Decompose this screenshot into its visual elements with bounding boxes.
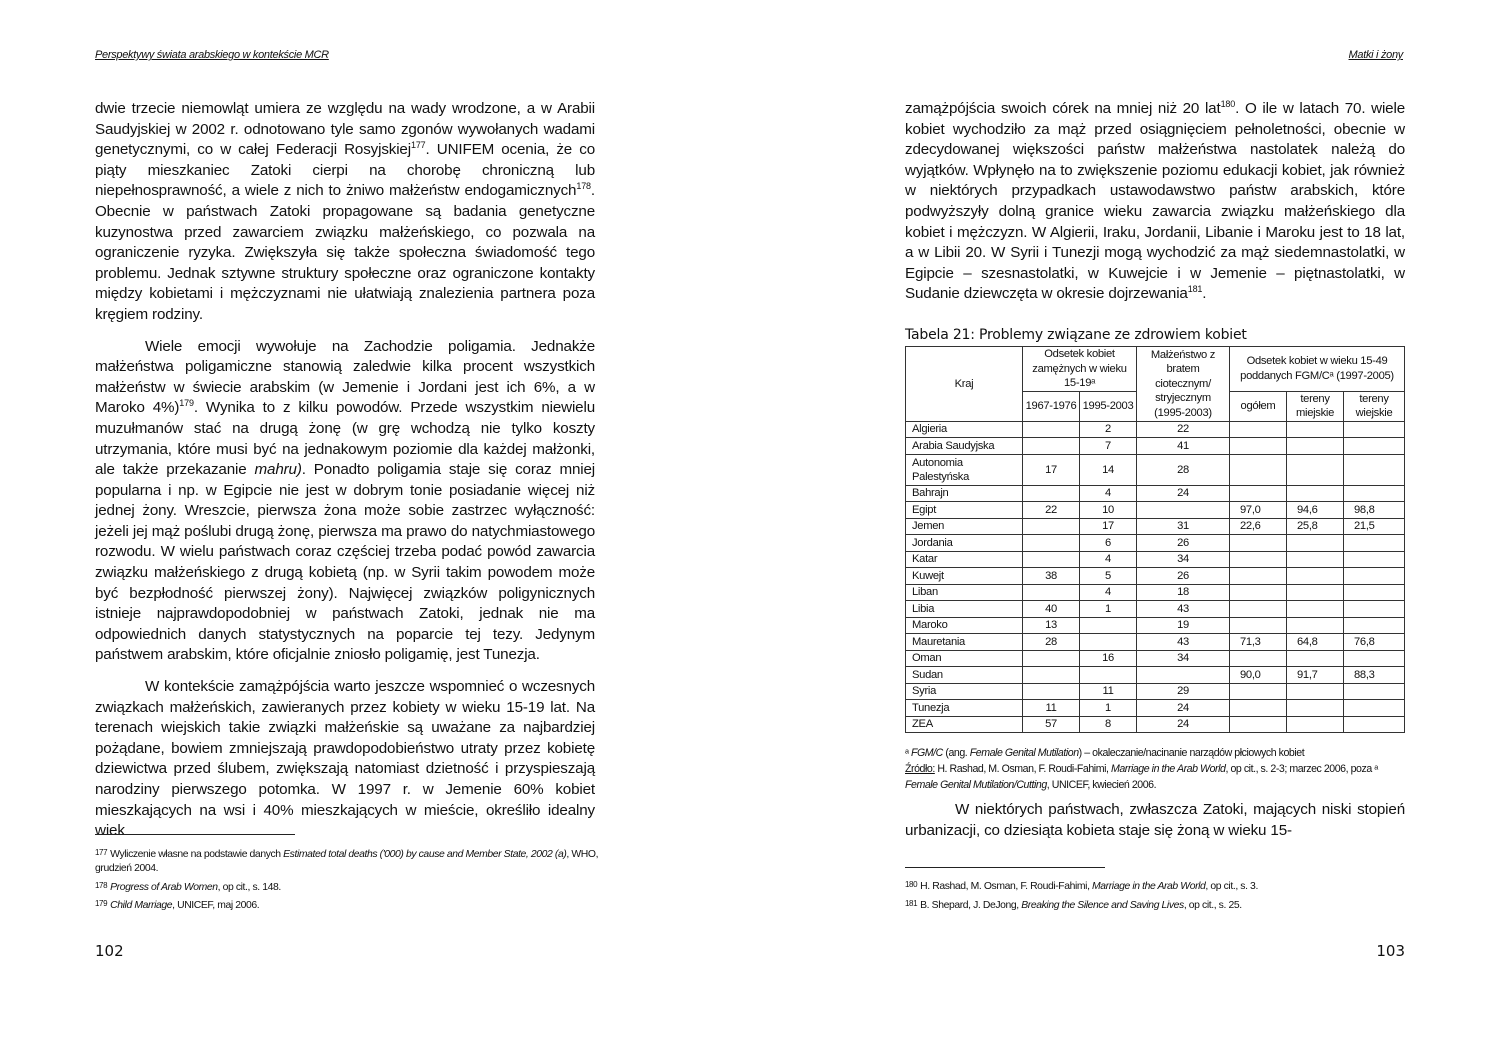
married-1967-cell — [1023, 667, 1080, 684]
country-cell: Sudan — [906, 667, 1023, 684]
footnote-text: Wyliczenie własne na podstawie danych Estimated total deaths ('000) by cause and Member State, 2002 (a), WHO, grudzień 2004. — [95, 849, 599, 874]
fgm-rural-cell — [1344, 551, 1405, 568]
married-1995-cell — [1080, 617, 1137, 634]
fgm-total-cell — [1230, 438, 1287, 455]
cousin-marriage-cell: 43 — [1137, 601, 1230, 618]
married-1995-cell: 11 — [1080, 683, 1137, 700]
married-1995-cell: 10 — [1080, 502, 1137, 519]
country-cell: Katar — [906, 551, 1023, 568]
table-caption: Tabela 21: Problemy związane ze zdrowiem kobiet — [905, 327, 1247, 343]
footnote — [905, 878, 1415, 894]
cousin-marriage-cell — [1137, 667, 1230, 684]
country-cell: Syria — [906, 683, 1023, 700]
fgm-urban-cell: 94,6 — [1287, 502, 1344, 519]
country-cell: Bahrajn — [906, 485, 1023, 502]
fgm-rural-cell — [1344, 485, 1405, 502]
footnote-ref: 178 — [576, 181, 591, 192]
married-1995-cell: 8 — [1080, 716, 1137, 733]
fgm-rural-cell — [1344, 421, 1405, 438]
cousin-marriage-cell: 34 — [1137, 650, 1230, 667]
country-cell: ZEA — [906, 716, 1023, 733]
italic-text: mahru) — [254, 461, 302, 479]
fgm-urban-cell — [1287, 683, 1344, 700]
country-cell: Kuwejt — [906, 568, 1023, 585]
footnote — [95, 846, 605, 876]
cousin-marriage-cell: 24 — [1137, 700, 1230, 717]
running-head-left: Perspektywy świata arabskiego w kontekście MCR — [95, 49, 329, 61]
table-notes — [905, 745, 1410, 793]
fgm-urban-cell — [1287, 454, 1344, 485]
married-1967-cell — [1023, 438, 1080, 455]
header-country: Kraj — [906, 347, 1023, 422]
source-text: H. Rashad, M. Osman, F. Roudi-Fahimi, Marriage in the Arab World, op cit., s. 2-3; marzec 2006, poza ᵃ Female Genital Mutilation/Cutting, UNICEF, kwiecień 2006. — [905, 763, 1378, 791]
right-page — [750, 0, 1500, 1060]
country-cell: Maroko — [906, 617, 1023, 634]
cousin-marriage-cell: 24 — [1137, 716, 1230, 733]
italic-text: Marriage in the Arab World — [1092, 881, 1206, 892]
fgm-rural-cell: 76,8 — [1344, 634, 1405, 651]
footnote-divider — [905, 867, 1105, 868]
married-1995-cell: 7 — [1080, 438, 1137, 455]
fgm-urban-cell — [1287, 650, 1344, 667]
married-1995-cell: 17 — [1080, 518, 1137, 535]
fgm-total-cell — [1230, 551, 1287, 568]
cousin-marriage-cell: 28 — [1137, 454, 1230, 485]
fgm-urban-cell — [1287, 421, 1344, 438]
footnote-text: B. Shepard, J. DeJong, Breaking the Silence and Saving Lives, op cit., s. 25. — [920, 899, 1242, 911]
country-cell: Liban — [906, 584, 1023, 601]
fgm-urban-cell: 91,7 — [1287, 667, 1344, 684]
country-cell: Jordania — [906, 535, 1023, 552]
married-1967-cell — [1023, 551, 1080, 568]
fgm-total-cell — [1230, 683, 1287, 700]
married-1995-cell: 4 — [1080, 584, 1137, 601]
fgm-urban-cell — [1287, 584, 1344, 601]
italic-text: Breaking the Silence and Saving Lives — [1021, 899, 1184, 911]
fgm-total-cell — [1230, 617, 1287, 634]
married-1967-cell: 17 — [1023, 454, 1080, 485]
italic-text: Progress of Arab Women — [110, 881, 218, 893]
married-1995-cell: 4 — [1080, 551, 1137, 568]
table-row — [906, 700, 1405, 717]
italic-text: Female Genital Mutilation — [969, 747, 1079, 759]
married-1995-cell: 1 — [1080, 601, 1137, 618]
married-1995-cell: 6 — [1080, 535, 1137, 552]
married-1967-cell — [1023, 518, 1080, 535]
header-rural: tereny wiejskie — [1344, 391, 1405, 421]
footnote — [905, 897, 1415, 913]
fgm-rural-cell — [1344, 601, 1405, 618]
table-row — [906, 584, 1405, 601]
cousin-marriage-cell: 31 — [1137, 518, 1230, 535]
married-1995-cell: 5 — [1080, 568, 1137, 585]
table-source — [905, 761, 1410, 793]
country-cell: Arabia Saudyjska — [906, 438, 1023, 455]
fgm-rural-cell — [1344, 650, 1405, 667]
married-1967-cell — [1023, 421, 1080, 438]
married-1967-cell: 22 — [1023, 502, 1080, 519]
fgm-total-cell — [1230, 650, 1287, 667]
header-cousin-marriage: Małżeństwo z bratem ciotecznym/ stryjecznym (1995-2003) — [1137, 347, 1230, 422]
fgm-rural-cell: 88,3 — [1344, 667, 1405, 684]
italic-text: FGM/C — [911, 747, 943, 759]
source-label: Źródło: — [905, 763, 935, 775]
cousin-marriage-cell: 29 — [1137, 683, 1230, 700]
header-fgm-group: Odsetek kobiet w wieku 15-49 poddanych FGM/Cᵃ (1997-2005) — [1230, 347, 1405, 392]
header-1995: 1995-2003 — [1080, 391, 1137, 421]
fgm-total-cell — [1230, 601, 1287, 618]
fgm-urban-cell: 25,8 — [1287, 518, 1344, 535]
married-1995-cell: 2 — [1080, 421, 1137, 438]
country-cell: Tunezja — [906, 700, 1023, 717]
fgm-urban-cell — [1287, 551, 1344, 568]
cousin-marriage-cell: 18 — [1137, 584, 1230, 601]
fgm-total-cell: 90,0 — [1230, 667, 1287, 684]
cousin-marriage-cell: 34 — [1137, 551, 1230, 568]
footnotes-left — [95, 846, 605, 916]
married-1995-cell — [1080, 634, 1137, 651]
table-row — [906, 502, 1405, 519]
country-cell: Mauretania — [906, 634, 1023, 651]
right-body-text-bottom — [905, 800, 1405, 852]
fgm-rural-cell: 98,8 — [1344, 502, 1405, 519]
footnote-number: 181 — [905, 898, 918, 908]
health-table — [905, 346, 1405, 733]
footnote-ref: 180 — [1220, 99, 1236, 109]
country-cell: Egipt — [906, 502, 1023, 519]
country-cell: Oman — [906, 650, 1023, 667]
married-1967-cell — [1023, 485, 1080, 502]
cousin-marriage-cell: 43 — [1137, 634, 1230, 651]
table-row — [906, 634, 1405, 651]
fgm-urban-cell — [1287, 601, 1344, 618]
header-married-group: Odsetek kobiet zamężnych w wieku 15-19ᵃ — [1023, 347, 1137, 392]
fgm-total-cell — [1230, 485, 1287, 502]
fgm-total-cell — [1230, 454, 1287, 485]
married-1967-cell — [1023, 650, 1080, 667]
country-cell: Autonomia Palestyńska — [906, 454, 1023, 485]
paragraph: dwie trzecie niemowląt umiera ze względu na wady wrodzone, a w Arabii Saudyjskiej w 2002 r. odnotowano tyle samo zgonów wywołanych wadami genetycznymi, co w całej Federacji Rosyjskiej$^{177}$. UNIFEM ocenia, że co piąty mieszkaniec Zatoki cierpi na chorobę chroniczną lub niepełnosprawność, a wiele z nich to żniwo małżeństw endogamicznych$^{178}$. Obecnie w państwach Zatoki propagowane są badania genetyczne kuzynostwa przed zawarciem związku małżeńskiego, co pozwala na ograniczenie ryzyka. Zwiększyła się także społeczna świadomość tego problemu. Jednak sztywne struktury społeczne oraz ograniczone kontakty między kobietami i mężczyznami nie ułatwiają znalezienia partnera poza kręgiem rodziny. — [95, 100, 595, 323]
right-body-text — [905, 99, 1405, 316]
fgm-rural-cell: 21,5 — [1344, 518, 1405, 535]
fgm-total-cell — [1230, 584, 1287, 601]
fgm-total-cell — [1230, 568, 1287, 585]
fgm-rural-cell — [1344, 535, 1405, 552]
fgm-urban-cell — [1287, 485, 1344, 502]
cousin-marriage-cell — [1137, 502, 1230, 519]
table-row — [906, 683, 1405, 700]
table-row — [906, 551, 1405, 568]
married-1995-cell: 16 — [1080, 650, 1137, 667]
table-row — [906, 568, 1405, 585]
fgm-urban-cell — [1287, 617, 1344, 634]
paragraph: W kontekście zamążpójścia warto jeszcze wspomnieć o wczesnych związkach małżeńskich, zawieranych przez kobiety w wieku 15-19 lat. Na terenach wiejskich takie związki małżeńskie są uważane za najbardziej pożądane, bowiem zmniejszają prawdopodobieństwo utraty przez kobietę dziewictwa przed ślubem, zwiększają natomiast dzietność i przyspieszają narodziny pierwszego potomka. W 1997 r. w Jemenie 60% kobiet mieszkających na wsi i 40% mieszkających w mieście, określiło idealny wiek — [95, 678, 595, 840]
cousin-marriage-cell: 22 — [1137, 421, 1230, 438]
married-1967-cell: 57 — [1023, 716, 1080, 733]
fgm-urban-cell: 64,8 — [1287, 634, 1344, 651]
table-row — [906, 667, 1405, 684]
table-row — [906, 454, 1405, 485]
married-1995-cell — [1080, 667, 1137, 684]
fgm-rural-cell — [1344, 716, 1405, 733]
italic-text: Child Marriage — [110, 900, 173, 911]
header-total: ogółem — [1230, 391, 1287, 421]
married-1995-cell: 1 — [1080, 700, 1137, 717]
footnote-text: Progress of Arab Women, op cit., s. 148. — [110, 881, 281, 893]
header-1967: 1967-1976 — [1023, 391, 1080, 421]
left-body-text — [95, 99, 595, 853]
footnote-number: 177 — [95, 848, 108, 857]
fgm-rural-cell — [1344, 438, 1405, 455]
married-1967-cell: 38 — [1023, 568, 1080, 585]
footnote — [95, 897, 605, 913]
cousin-marriage-cell: 41 — [1137, 438, 1230, 455]
footnote-number: 179 — [95, 899, 108, 908]
footnote-ref: 179 — [179, 398, 194, 409]
footnote-text: Child Marriage, UNICEF, maj 2006. — [110, 900, 260, 911]
fgm-rural-cell — [1344, 700, 1405, 717]
table-row — [906, 535, 1405, 552]
italic-text: Marriage in the Arab World — [1110, 763, 1226, 775]
footnote-ref: 181 — [1187, 284, 1203, 295]
page-number-left: 102 — [95, 942, 124, 960]
fgm-rural-cell — [1344, 584, 1405, 601]
fgm-total-cell — [1230, 421, 1287, 438]
fgm-total-cell: 22,6 — [1230, 518, 1287, 535]
table-row — [906, 485, 1405, 502]
married-1967-cell: 40 — [1023, 601, 1080, 618]
table-row — [906, 601, 1405, 618]
table-row — [906, 438, 1405, 455]
italic-text: Female Genital Mutilation/Cutting — [905, 779, 1047, 791]
footnote-number: 178 — [95, 880, 108, 890]
cousin-marriage-cell: 24 — [1137, 485, 1230, 502]
table-row — [906, 716, 1405, 733]
cousin-marriage-cell: 26 — [1137, 568, 1230, 585]
fgm-total-cell: 71,3 — [1230, 634, 1287, 651]
fgm-urban-cell — [1287, 568, 1344, 585]
cousin-marriage-cell: 19 — [1137, 617, 1230, 634]
married-1967-cell: 28 — [1023, 634, 1080, 651]
fgm-rural-cell — [1344, 683, 1405, 700]
fgm-rural-cell — [1344, 568, 1405, 585]
italic-text: Estimated total deaths ('000) by cause and Member State, 2002 (a) — [283, 849, 567, 860]
paragraph: Wiele emocji wywołuje na Zachodzie poligamia. Jednakże małżeństwa poligamiczne stanowią zaledwie kilka procent wszystkich małżeństw w świecie arabskim (w Jemenie i Jordani jest ich 6%, a w Maroko 4%)$^{179}$. Wynika to z kilku powodów. Przede wszystkim niewielu muzułmanów stać na drugą żonę (w grę wchodzą nie tylko koszty utrzymania, które musi być na jednakowym poziomie dla każdej małżonki, ale także przekazanie mahru). Ponadto poligamia staje się coraz mniej popularna i np. w Egipcie nie jest w dobrym tonie posiadanie więcej niż jednej żony. Wreszcie, pierwsza żona może sobie zastrzec wyłączność: jeżeli jej mąż poślubi drugą żonę, pierwsza ma prawo do natychmiastowego rozwodu. W wielu państwach coraz częściej trzeba podać powód zawarcia związku małżeńskiego z drugą kobietą (np. w Syrii takim powodem może być bezpłodność pierwszej żony). Najwięcej związków poligynicznych istnieje najprawdopodobniej w państwach Zatoki, jednak nie ma odpowiednich danych statystycznych na poparcie tej tezy. Jedynym państwem arabskim, które oficjalnie zniosło poligamię, jest Tunezja. — [95, 337, 596, 664]
header-urban: tereny miejskie — [1287, 391, 1344, 421]
footnote-divider — [95, 834, 295, 835]
married-1967-cell — [1023, 584, 1080, 601]
fgm-urban-cell — [1287, 438, 1344, 455]
country-cell: Jemen — [906, 518, 1023, 535]
paragraph: zamążpójścia swoich córek na mniej niż 20 lat$^{180}$. O ile w latach 70. wiele kobiet wychodziło za mąż przed osiągnięciem pełnoletności, obecnie w zdecydowanej większości państw małżeństwa nastolatek należą do wyjątków. Wpłynęło na to zwiększenie poziomu edukacji kobiet, jak również w niektórych przypadkach ustawodawstwo państw arabskich, które podwyższyły dolną granice wieku zawarcia związku małżeńskiego dla kobiet i mężczyzn. W Algierii, Iraku, Jordanii, Libanie i Maroku jest to 18 lat, a w Libii 20. W Syrii i Tunezji mogą wychodzić za mąż siedemnastolatki, w Egipcie – szesnastolatki, w Kuwejcie i w Jemenie – piętnastolatki, w Sudanie dziewczęta w okresie dojrzewania$^{181}$. — [905, 99, 1405, 303]
fgm-total-cell — [1230, 700, 1287, 717]
married-1967-cell: 11 — [1023, 700, 1080, 717]
married-1967-cell: 13 — [1023, 617, 1080, 634]
fgm-total-cell — [1230, 535, 1287, 552]
cousin-marriage-cell: 26 — [1137, 535, 1230, 552]
fgm-rural-cell — [1344, 454, 1405, 485]
fgm-urban-cell — [1287, 716, 1344, 733]
footnote-ref: 177 — [410, 140, 426, 151]
country-cell: Libia — [906, 601, 1023, 618]
married-1967-cell — [1023, 535, 1080, 552]
table-row — [906, 617, 1405, 634]
fgm-total-cell — [1230, 716, 1287, 733]
table-row — [906, 650, 1405, 667]
fgm-total-cell: 97,0 — [1230, 502, 1287, 519]
page-number-right: 103 — [1376, 942, 1405, 960]
table-note-a: ᵃ FGM/C (ang. Female Genital Mutilation) – okaleczanie/nacinanie narządów płciowych kobiet — [905, 747, 1305, 759]
footnote-number: 180 — [905, 880, 918, 889]
footnotes-right — [905, 878, 1415, 915]
table-row — [906, 518, 1405, 535]
table-body — [906, 421, 1405, 733]
footnote-text: H. Rashad, M. Osman, F. Roudi-Fahimi, Marriage in the Arab World, op cit., s. 3. — [920, 881, 1258, 892]
fgm-urban-cell — [1287, 700, 1344, 717]
fgm-urban-cell — [1287, 535, 1344, 552]
married-1967-cell — [1023, 683, 1080, 700]
country-cell: Algieria — [906, 421, 1023, 438]
married-1995-cell: 4 — [1080, 485, 1137, 502]
footnote — [95, 879, 605, 895]
fgm-rural-cell — [1344, 617, 1405, 634]
running-head-right: Matki i żony — [1348, 49, 1403, 61]
married-1995-cell: 14 — [1080, 454, 1137, 485]
table-row — [906, 421, 1405, 438]
paragraph: W niektórych państwach, zwłaszcza Zatoki, mających niski stopień urbanizacji, co dziesiąta kobieta staje się żoną w wieku 15- — [905, 801, 1405, 839]
